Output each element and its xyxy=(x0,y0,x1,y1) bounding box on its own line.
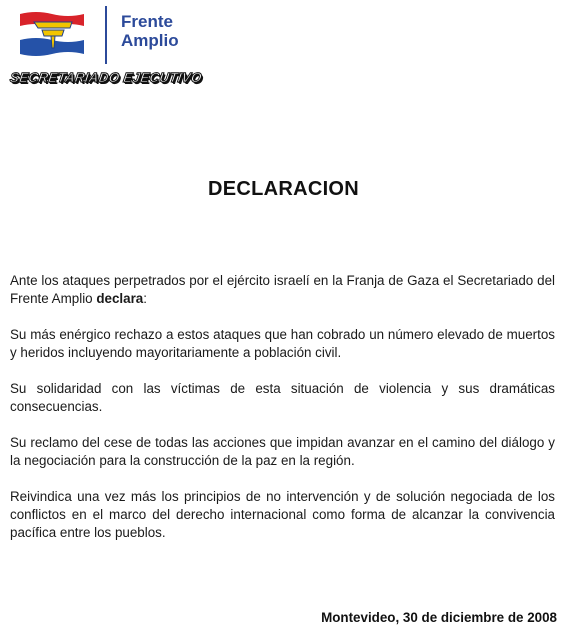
intro-suffix: : xyxy=(143,291,147,306)
org-name-line2: Amplio xyxy=(121,31,179,50)
paragraph-ceasefire: Su reclamo del cese de todas las acciones que impidan avanzar en el camino del diálogo y la negociación para la construcción de la paz en la región. xyxy=(10,435,555,468)
paragraph-solidarity: Su solidaridad con las víctimas de esta situación de violencia y sus dramáticas consecuencias. xyxy=(10,381,555,414)
paragraph-principles: Reivindica una vez más los principios de no intervención y de solución negociada de los conflictos en el marco del derecho internacional como forma de alcanzar la convivencia pacífica entre los pueblos. xyxy=(10,489,555,540)
logo-divider xyxy=(105,6,107,64)
letterhead xyxy=(0,0,567,100)
place-date: Montevideo, 30 de diciembre de 2008 xyxy=(321,610,557,625)
frente-amplio-flag-logo-icon xyxy=(18,10,86,60)
intro-text: Ante los ataques perpetrados por el ejército israelí en la Franja de Gaza el Secretariado del Frente Amplio xyxy=(10,273,555,306)
document-title: DECLARACION xyxy=(207,178,360,200)
org-name-line1: Frente xyxy=(121,12,173,31)
secretariat-heading: SECRETARIADO EJECUTIVO xyxy=(8,70,203,85)
document-body xyxy=(10,272,555,542)
paragraph-rejection: Su más enérgico rechazo a estos ataques que han cobrado un número elevado de muertos y heridos incluyendo mayoritariamente a población civil. xyxy=(10,327,555,360)
intro-bold-verb: declara xyxy=(96,291,144,306)
org-name xyxy=(121,12,179,50)
intro-paragraph xyxy=(10,272,555,308)
